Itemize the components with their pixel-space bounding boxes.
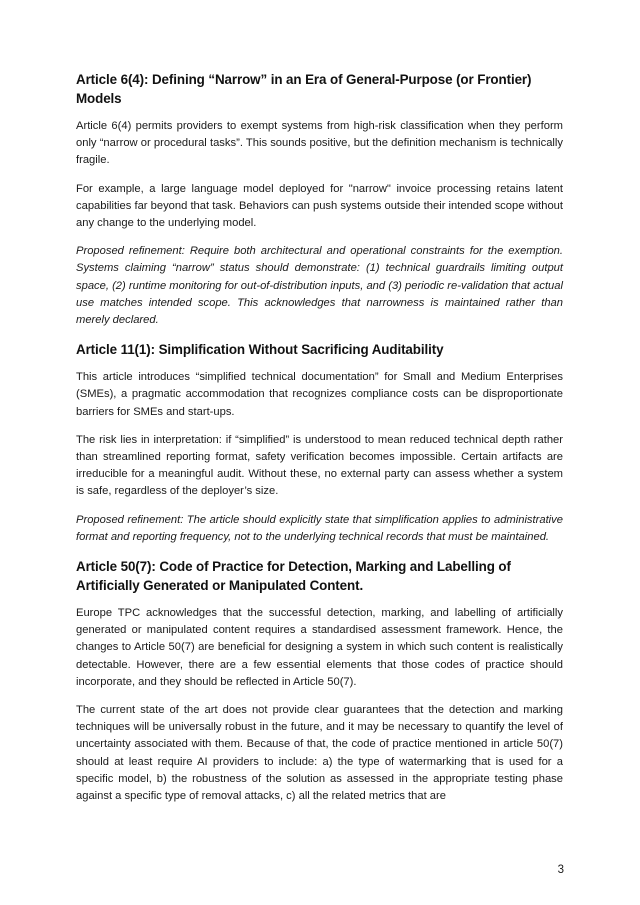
paragraph: This article introduces “simplified technical documentation” for Small and Medium Enterprises (SMEs), a pragmatic accommodation that recognizes compliance costs can be disproportionate barriers for SMEs and start-ups. [76, 371, 563, 418]
proposed-refinement-paragraph: Proposed refinement: The article should explicitly state that simplification applies to administrative format and reporting frequency, not to the underlying technical records that must be maintained. [76, 513, 563, 543]
paragraph: Article 6(4) permits providers to exempt systems from high-risk classification when they perform only “narrow or procedural tasks”. This sounds positive, but the definition mechanism is technically fragile. [76, 120, 563, 167]
page-number: 3 [557, 864, 564, 876]
paragraph: Europe TPC acknowledges that the successful detection, marking, and labelling of artificially generated or manipulated content requires a standardised assessment framework. Hence, the changes to Article 50(7) are beneficial for designing a system in which such content is realistically detectable. However, there are a few essential elements that those codes of practice should incorporate, and they should be reflected in Article 50(7). [76, 607, 563, 688]
paragraph: The current state of the art does not provide clear guarantees that the detection and marking techniques will be universally robust in the future, and it may be necessary to quantify the level of uncertainty associated with them. Because of that, the code of practice mentioned in article 50(7) should at least require AI providers to include: a) the type of watermarking that is used for a specific model, b) the robustness of the solution as assessed in the appropriate testing phase against a specific type of removal attacks, c) all the related metrics that are [76, 704, 563, 803]
proposed-refinement-paragraph: Proposed refinement: Require both architectural and operational constraints for the exemption. Systems claiming “narrow” status should demonstrate: (1) technical guardrails limiting output space, (2) runtime monitoring for out-of-distribution inputs, and (3) periodic re-validation that actual use matches intended scope. This acknowledges that narrowness is maintained rather than merely declared. [76, 245, 563, 327]
paragraph: For example, a large language model deployed for "narrow" invoice processing retains latent capabilities far beyond that task. Behaviors can push systems outside their intended scope without any change to the underlying model. [76, 182, 563, 230]
paragraph: The risk lies in interpretation: if “simplified” is understood to mean reduced technical depth rather than streamlined reporting format, safety verification becomes impossible. Certain artifacts are irreducible for a meaningful audit. Without these, no external party can assess whether a system is safe, regardless of the deployer’s size. [76, 433, 563, 498]
section-heading-article-11-1: Article 11(1): Simplification Without Sacrificing Auditability [76, 342, 444, 358]
section-heading-article-50-7: Article 50(7): Code of Practice for Detection, Marking and Labelling of Artificially Generated or Manipulated Content. [76, 559, 511, 594]
section-heading-article-6-4: Article 6(4): Defining “Narrow” in an Era of General-Purpose (or Frontier) Models [76, 72, 532, 106]
document-page [76, 70, 563, 816]
